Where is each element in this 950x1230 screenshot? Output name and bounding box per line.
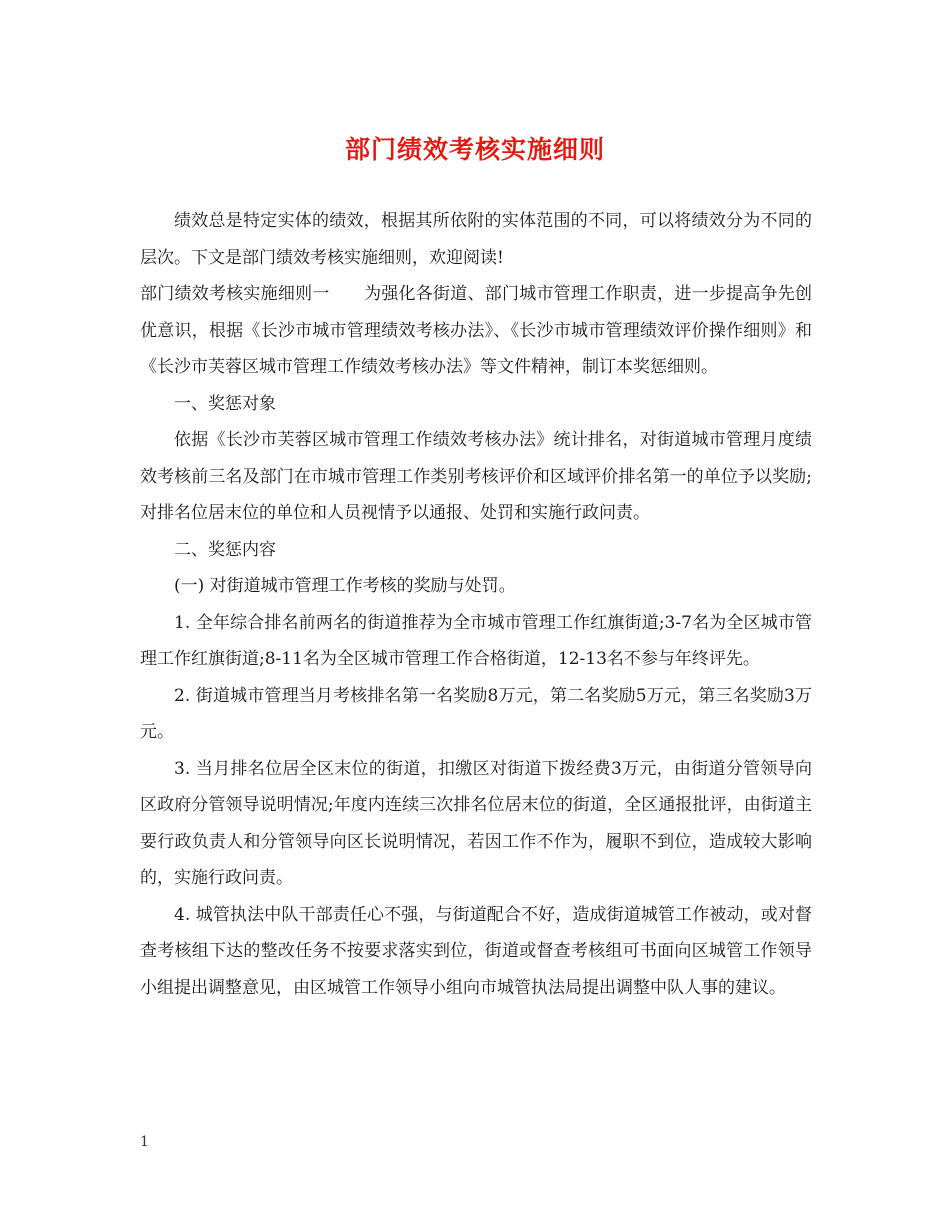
item-1-paragraph: 1. 全年综合排名前两名的街道推荐为全市城市管理工作红旗街道;3-7名为全区城市管理工作红旗街道;8-11名为全区城市管理工作合格街道，12-13名不参与年终评先。: [140, 612, 812, 669]
subsection-heading: (一) 对街道城市管理工作考核的奖励与处罚。: [174, 576, 516, 596]
section-heading-objects: 一、奖惩对象: [174, 393, 276, 414]
rule-intro-paragraph: 部门绩效考核实施细则一 为强化各街道、部门城市管理工作职责，进一步提高争先创优意识，根据《长沙市城市管理绩效考核办法》、《长沙市城市管理绩效评价操作细则》和《长沙市芙蓉区城市管理工作绩效考核办法》等文件精神，制订本奖惩细则。: [140, 284, 812, 377]
item-4-paragraph: 4. 城管执法中队干部责任心不强，与街道配合不好，造成街道城管工作被动，或对督查考核组下达的整改任务不按要求落实到位，街道或督查考核组可书面向区城管工作领导小组提出调整意见，由区城管工作领导小组向市城管执法局提出调整中队人事的建议。: [140, 904, 812, 998]
item-3-paragraph: 3. 当月排名位居全区末位的街道，扣缴区对街道下拨经费3万元，由街道分管领导向区政府分管领导说明情况;年度内连续三次排名位居末位的街道，全区通报批评，由街道主要行政负责人和分管领导向区长说明情况，若因工作不作为，履职不到位，造成较大影响的，实施行政问责。: [140, 758, 812, 888]
document-body: [140, 203, 812, 1006]
intro-paragraph: 绩效总是特定实体的绩效，根据其所依附的实体范围的不同，可以将绩效分为不同的层次。下文是部门绩效考核实施细则，欢迎阅读!: [140, 211, 812, 268]
document-title: 部门绩效考核实施细则: [344, 135, 605, 164]
objects-paragraph: 依据《长沙市芙蓉区城市管理工作绩效考核办法》统计排名，对街道城市管理月度绩效考核前三名及部门在市城市管理工作类别考核评价和区域评价排名第一的单位予以奖励;对排名位居末位的单位和人员视情予以通报、处罚和实施行政问责。: [140, 430, 812, 523]
item-2-paragraph: 2. 街道城市管理当月考核排名第一名奖励8万元，第二名奖励5万元，第三名奖励3万元。: [140, 685, 812, 742]
section-heading-content: 二、奖惩内容: [174, 539, 276, 560]
page-number: 1: [140, 1134, 149, 1150]
